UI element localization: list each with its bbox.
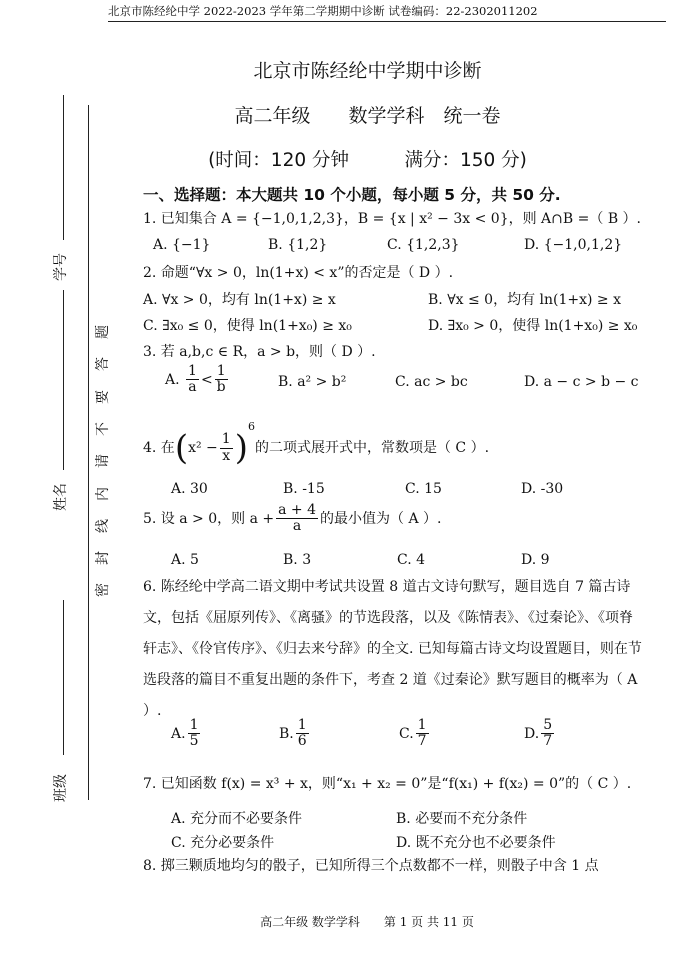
seal-char: 题 xyxy=(95,325,111,339)
seal-char: 要 xyxy=(95,390,111,404)
question-2: 2. 命题“∀x > 0，ln(1+x) < x”的否定是（ D ）. xyxy=(143,265,454,281)
seal-char: 内 xyxy=(95,487,111,501)
time-info: (时间：120 分钟 满分：150 分) xyxy=(208,150,527,171)
seal-char: 答 xyxy=(95,357,111,371)
q2-option-c: C. ∃x₀ ≤ 0，使得 ln(1+x₀) ≥ x₀ xyxy=(143,318,352,334)
q2-option-d: D. ∃x₀ > 0，使得 ln(1+x₀) ≥ x₀ xyxy=(428,318,638,334)
q6-fraction-d xyxy=(541,718,554,750)
q7-option-d: D. 既不充分也不必要条件 xyxy=(396,835,556,851)
seal-char: 封 xyxy=(95,551,111,565)
denominator: x xyxy=(222,447,231,464)
numerator: 1 xyxy=(221,431,231,448)
q4-option-d: D. -30 xyxy=(521,481,564,497)
q5-suffix: 的最小值为（ A ）. xyxy=(320,510,442,527)
q6-fraction-a xyxy=(188,718,201,750)
q4-suffix: 的二项式展开式中，常数项是（ C ）. xyxy=(254,440,490,456)
q7-option-c: C. 充分必要条件 xyxy=(171,835,275,851)
numerator: 1 xyxy=(215,364,228,380)
question-4 xyxy=(143,420,489,468)
q3-option-c: C. ac > bc xyxy=(395,374,468,390)
seal-char: 请 xyxy=(95,454,111,468)
q7-option-b: B. 必要而不充分条件 xyxy=(396,811,528,827)
q5-fraction xyxy=(276,503,318,535)
q4-option-b: B. -15 xyxy=(283,481,325,497)
less-than: < xyxy=(200,371,213,388)
side-line-top xyxy=(63,95,64,240)
q1-option-b: B. {1,2} xyxy=(268,237,328,253)
q2-option-b: B. ∀x ≤ 0，均有 ln(1+x) ≥ x xyxy=(428,292,621,308)
q3-fraction-1 xyxy=(186,364,199,396)
class-label: 班级 xyxy=(53,774,69,802)
q6-option-b-label: B. xyxy=(279,725,294,742)
numerator: 1 xyxy=(417,717,427,733)
q1-option-d: D. {−1,0,1,2} xyxy=(524,237,623,253)
q5-option-b: B. 3 xyxy=(283,552,312,568)
binding-line xyxy=(88,105,89,800)
question-3: 3. 若 a,b,c ∈ R，a > b，则（ D ）. xyxy=(143,344,376,360)
q5-option-c: C. 4 xyxy=(397,552,426,568)
denominator: 7 xyxy=(543,733,553,750)
student-id-label: 学号 xyxy=(53,253,69,281)
q5-option-a: A. 5 xyxy=(171,552,199,568)
denominator: 5 xyxy=(189,733,199,750)
q6-option-c xyxy=(399,718,431,750)
denominator: 6 xyxy=(297,733,307,750)
exam-title: 北京市陈经纶中学期中诊断 xyxy=(253,60,482,82)
q1-option-c: C. {1,2,3} xyxy=(387,237,460,253)
side-line-low xyxy=(63,600,64,755)
numerator: 1 xyxy=(188,363,197,379)
question-6: 6. 陈经纶中学高二语文期中考试共设置 8 道古文诗句默写，题目选自 7 篇古诗文，包括《屈原列传》、《离骚》的节选段落，以及《陈情表》、《过秦论》、《项脊轩志》、《伶官传序》、《归去来兮辞》的全文. 已知每篇古诗文均设置题目，则在节选段落的篇目不重复出题的条件下，考查 2 道《过秦论》默写题目的概率为（ A ）. xyxy=(143,579,642,719)
denominator: a xyxy=(188,379,197,396)
q3-fraction-2 xyxy=(215,364,228,396)
q4-option-c: C. 15 xyxy=(405,481,442,497)
denominator: a xyxy=(292,518,302,535)
question-7: 7. 已知函数 f(x) = x³ + x，则“x₁ + x₂ = 0”是“f(x₁) + f(x₂) = 0”的（ C ）. xyxy=(143,776,632,792)
q4-base: x² − xyxy=(188,440,218,456)
q6-fraction-b xyxy=(296,718,309,750)
right-paren: ) xyxy=(234,428,248,468)
name-label: 姓名 xyxy=(53,483,69,511)
q3-option-d: D. a − c > b − c xyxy=(524,374,639,390)
numerator: 1 xyxy=(297,717,307,733)
q6-option-c-label: C. xyxy=(399,725,414,742)
q4-power: 6 xyxy=(247,420,255,433)
q7-option-a: A. 充分而不必要条件 xyxy=(171,811,303,827)
q6-option-a-label: A. xyxy=(171,725,186,742)
seal-char: 不 xyxy=(95,422,111,436)
q3-option-a xyxy=(165,364,230,396)
q6-option-b xyxy=(279,718,311,750)
q5-prefix: 5. 设 a > 0，则 a + xyxy=(143,510,275,527)
page-header: 北京市陈经纶中学 2022-2023 学年第二学期期中诊断 试卷编码：22-2302011202 xyxy=(108,4,538,18)
question-1: 1. 已知集合 A = {−1,0,1,2,3}，B = {x | x² − 3x < 0}，则 A∩B =（ B ）. xyxy=(143,211,642,227)
q6-fraction-c xyxy=(416,718,429,750)
numerator: 5 xyxy=(543,717,553,733)
seal-char: 密 xyxy=(95,583,111,597)
left-paren: ( xyxy=(174,428,189,468)
exam-subtitle: 高二年级 数学学科 统一卷 xyxy=(234,105,501,127)
q3-option-a-label: A. xyxy=(165,371,180,388)
denominator: b xyxy=(216,379,226,396)
q1-option-a: A. {−1} xyxy=(153,237,211,253)
q4-prefix: 4. 在 xyxy=(143,440,175,456)
q2-option-a: A. ∀x > 0，均有 ln(1+x) ≥ x xyxy=(143,292,336,308)
q6-option-a xyxy=(171,718,202,750)
question-8: 8. 掷三颗质地均匀的骰子，已知所得三个点数都不一样，则骰子中含 1 点 xyxy=(143,858,599,874)
section-heading: 一、选择题：本大题共 10 个小题，每小题 5 分，共 50 分. xyxy=(143,186,561,204)
q6-option-d xyxy=(524,718,556,750)
page-footer: 高二年级 数学学科 第 1 页 共 11 页 xyxy=(260,915,474,929)
numerator: a + 4 xyxy=(278,502,317,518)
q6-option-d-label: D. xyxy=(524,725,540,742)
q4-fraction xyxy=(220,432,233,464)
numerator: 1 xyxy=(189,717,199,733)
seal-char: 线 xyxy=(95,519,111,533)
q3-option-b: B. a² > b² xyxy=(278,374,347,390)
question-5 xyxy=(143,503,441,535)
q4-option-a: A. 30 xyxy=(171,481,208,497)
denominator: 7 xyxy=(417,733,427,750)
header-rule xyxy=(108,21,666,22)
q5-option-d: D. 9 xyxy=(521,552,550,568)
side-line-mid xyxy=(63,290,64,470)
